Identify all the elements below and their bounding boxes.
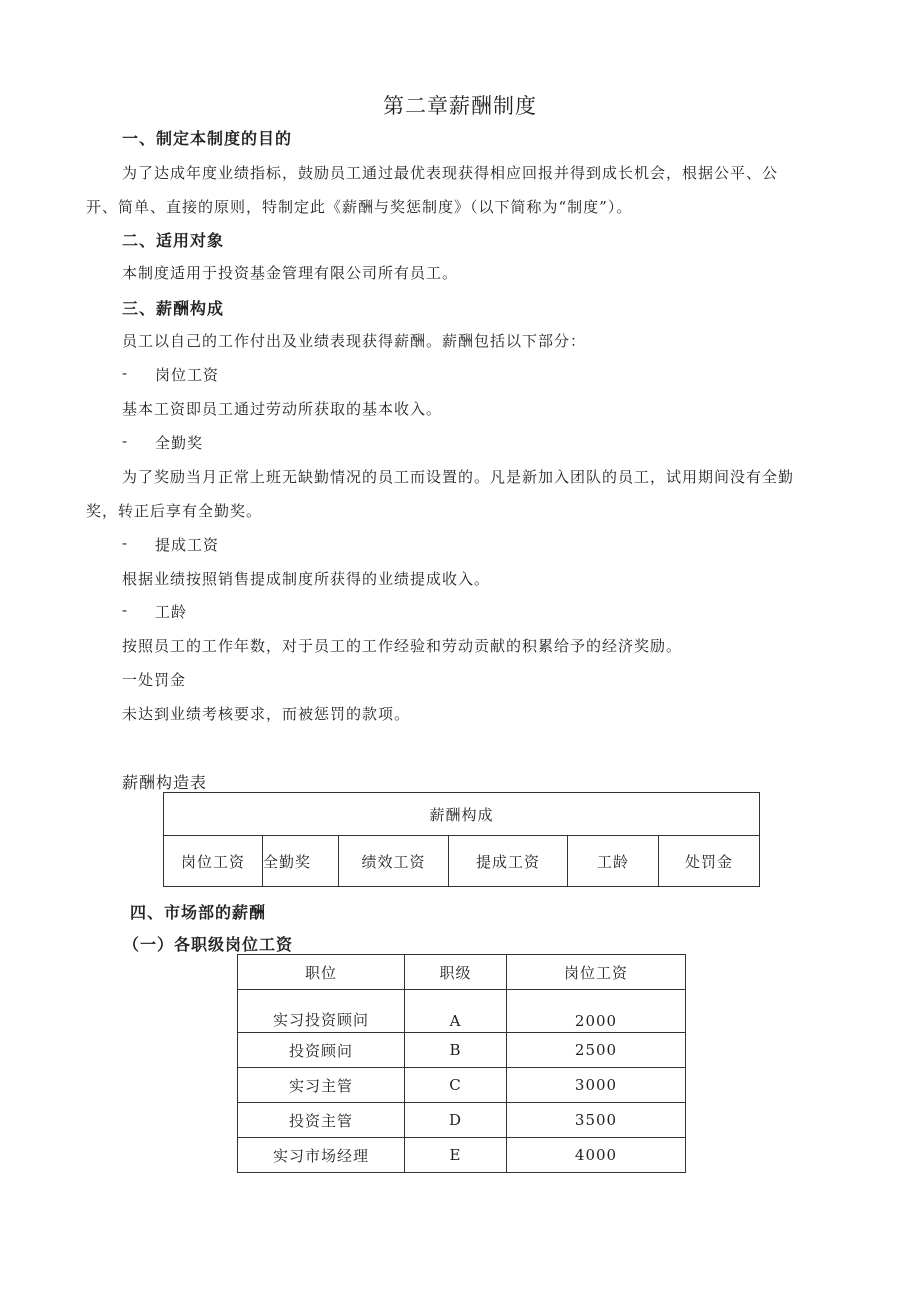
grade-wage-table <box>237 954 686 1173</box>
salary-structure-table <box>163 792 760 887</box>
section-heading-composition: 三、薪酬构成 <box>122 299 225 318</box>
column-header: 职级 <box>405 955 507 990</box>
paragraph-scope: 本制度适用于投资基金管理有限公司所有员工。 <box>122 264 459 282</box>
list-bullet: - <box>122 364 129 382</box>
section-heading-scope: 二、适用对象 <box>122 231 225 250</box>
table-cell: 投资顾问 <box>238 1033 405 1068</box>
list-bullet: - <box>122 534 129 552</box>
table-row <box>238 1068 686 1103</box>
list-bullet: - <box>122 601 129 619</box>
table-cell: C <box>405 1068 507 1103</box>
table-header: 薪酬构成 <box>164 793 760 836</box>
list-item-desc: 按照员工的工作年数，对于员工的工作经验和劳动贡献的积累给予的经济奖励。 <box>122 637 683 655</box>
list-item-label: 工龄 <box>155 603 188 621</box>
table-cell: 实习主管 <box>238 1068 405 1103</box>
list-item-label: 一处罚金 <box>122 671 187 689</box>
table-cell: 2500 <box>507 1033 686 1068</box>
table-cell: 3500 <box>507 1103 686 1138</box>
table-row <box>164 836 760 887</box>
list-bullet: - <box>122 432 129 450</box>
table-row <box>238 1033 686 1068</box>
sub-heading-grade-wage: （一）各职级岗位工资 <box>123 935 294 954</box>
table-cell: 处罚金 <box>659 836 760 887</box>
table-cell: 4000 <box>507 1138 686 1173</box>
table-row <box>238 990 686 1033</box>
section-heading-market: 四、市场部的薪酬 <box>130 903 267 922</box>
list-item-desc-line2: 奖，转正后享有全勤奖。 <box>86 502 263 520</box>
list-item-label: 提成工资 <box>155 536 220 554</box>
list-item-desc: 基本工资即员工通过劳动所获取的基本收入。 <box>122 400 443 418</box>
column-header: 岗位工资 <box>507 955 686 990</box>
table-cell: B <box>405 1033 507 1068</box>
table-cell: 全勤奖 <box>263 836 339 887</box>
column-header: 职位 <box>238 955 405 990</box>
list-item-desc: 未达到业绩考核要求，而被惩罚的款项。 <box>122 705 411 723</box>
paragraph-purpose-line2: 开、简单、直接的原则，特制定此《薪酬与奖惩制度》（以下简称为“制度”）。 <box>86 198 633 216</box>
list-item-label: 全勤奖 <box>155 434 204 452</box>
table-cell: 2000 <box>507 990 686 1033</box>
list-item-desc: 根据业绩按照销售提成制度所获得的业绩提成收入。 <box>122 570 491 588</box>
table-cell: D <box>405 1103 507 1138</box>
table-caption: 薪酬构造表 <box>122 773 208 792</box>
paragraph-purpose-line1: 为了达成年度业绩指标，鼓励员工通过最优表现获得相应回报并得到成长机会，根据公平、公 <box>122 164 779 182</box>
paragraph-composition-intro: 员工以自己的工作付出及业绩表现获得薪酬。薪酬包括以下部分： <box>122 332 587 350</box>
table-cell: 3000 <box>507 1068 686 1103</box>
page-title: 第二章薪酬制度 <box>383 94 537 118</box>
table-row <box>238 1103 686 1138</box>
table-cell: 投资主管 <box>238 1103 405 1138</box>
section-heading-purpose: 一、制定本制度的目的 <box>122 129 293 148</box>
table-cell: A <box>405 990 507 1033</box>
table-cell: 绩效工资 <box>339 836 449 887</box>
table-cell: E <box>405 1138 507 1173</box>
table-cell: 实习投资顾问 <box>238 990 405 1033</box>
table-row <box>238 1138 686 1173</box>
table-cell: 工龄 <box>568 836 659 887</box>
table-cell: 岗位工资 <box>164 836 263 887</box>
list-item-label: 岗位工资 <box>155 366 220 384</box>
table-cell: 提成工资 <box>449 836 568 887</box>
table-cell: 实习市场经理 <box>238 1138 405 1173</box>
list-item-desc-line1: 为了奖励当月正常上班无缺勤情况的员工而设置的。凡是新加入团队的员工，试用期间没有全勤 <box>122 468 795 486</box>
